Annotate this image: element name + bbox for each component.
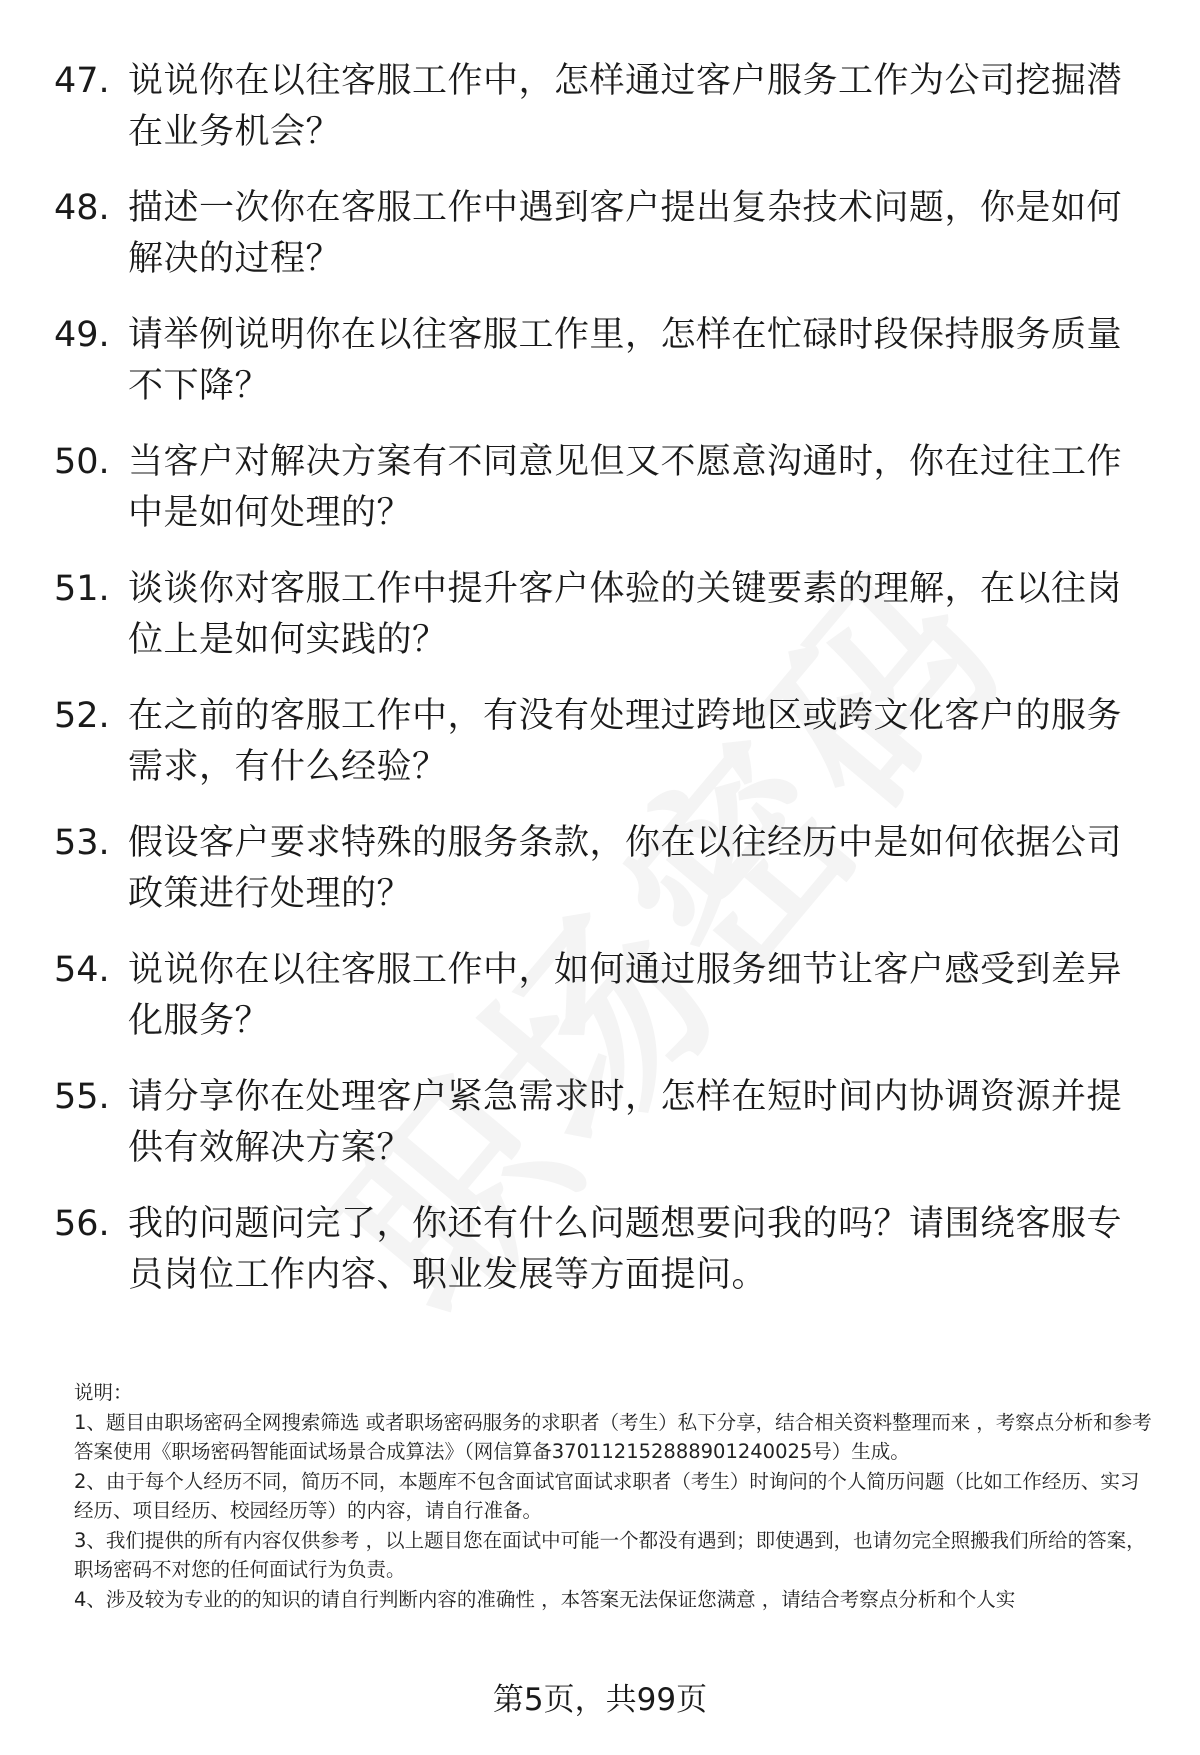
question-item xyxy=(0,1199,1200,1301)
question-item xyxy=(0,437,1200,539)
question-number: 51. xyxy=(54,569,110,609)
question-number: 48. xyxy=(54,188,110,228)
note-item: 1、题目由职场密码全网搜索筛选 或者职场密码服务的求职者（考生）私下分享，结合相关资料整理而来 ，考察点分析和参考答案使用《职场密码智能面试场景合成算法》（网信算备370112152888901240025号）生成。 xyxy=(74,1410,1152,1463)
notes-heading: 说明： xyxy=(74,1381,133,1404)
question-item xyxy=(0,56,1200,158)
question-item xyxy=(0,1072,1200,1174)
note-item: 4、涉及较为专业的的知识的请自行判断内容的准确性 ，本答案无法保证您满意 ，请结合考察点分析和个人实 xyxy=(74,1587,1016,1611)
question-number: 52. xyxy=(54,696,110,736)
question-text: 当客户对解决方案有不同意见但又不愿意沟通时，你在过往工作中是如何处理的？ xyxy=(128,442,1123,533)
notes-section xyxy=(74,1378,1154,1614)
question-number: 55. xyxy=(54,1077,110,1117)
question-list xyxy=(0,56,1200,1326)
question-text: 请举例说明你在以往客服工作里，怎样在忙碌时段保持服务质量不下降？ xyxy=(128,315,1123,406)
question-text: 说说你在以往客服工作中，怎样通过客户服务工作为公司挖掘潜在业务机会？ xyxy=(128,61,1123,152)
question-item xyxy=(0,945,1200,1047)
question-text: 描述一次你在客服工作中遇到客户提出复杂技术问题，你是如何解决的过程？ xyxy=(128,188,1123,279)
question-item xyxy=(0,691,1200,793)
question-text: 在之前的客服工作中，有没有处理过跨地区或跨文化客户的服务需求，有什么经验？ xyxy=(128,696,1123,787)
page-footer: 第5页，共99页 xyxy=(492,1682,708,1718)
question-text: 我的问题问完了，你还有什么问题想要问我的吗？请围绕客服专员岗位工作内容、职业发展等方面提问。 xyxy=(128,1204,1123,1295)
question-item xyxy=(0,818,1200,920)
question-item xyxy=(0,183,1200,285)
question-text: 假设客户要求特殊的服务条款，你在以往经历中是如何依据公司政策进行处理的？ xyxy=(128,823,1123,914)
question-number: 49. xyxy=(54,315,110,355)
note-item: 2、由于每个人经历不同，简历不同，本题库不包含面试官面试求职者（考生）时询问的个人简历问题（比如工作经历、实习经历、项目经历、校园经历等）的内容，请自行准备。 xyxy=(74,1469,1140,1522)
note-item: 3、我们提供的所有内容仅供参考 ，以上题目您在面试中可能一个都没有遇到；即使遇到，也请勿完全照搬我们所给的答案，职场密码不对您的任何面试行为负责。 xyxy=(74,1528,1146,1581)
question-number: 56. xyxy=(54,1204,110,1244)
question-text: 请分享你在处理客户紧急需求时，怎样在短时间内协调资源并提供有效解决方案？ xyxy=(128,1077,1123,1168)
question-text: 说说你在以往客服工作中，如何通过服务细节让客户感受到差异化服务？ xyxy=(128,950,1123,1041)
question-number: 50. xyxy=(54,442,110,482)
question-item xyxy=(0,310,1200,412)
question-number: 54. xyxy=(54,950,110,990)
question-text: 谈谈你对客服工作中提升客户体验的关键要素的理解，在以往岗位上是如何实践的？ xyxy=(128,569,1123,660)
question-number: 47. xyxy=(54,61,110,101)
question-item xyxy=(0,564,1200,666)
question-number: 53. xyxy=(54,823,110,863)
